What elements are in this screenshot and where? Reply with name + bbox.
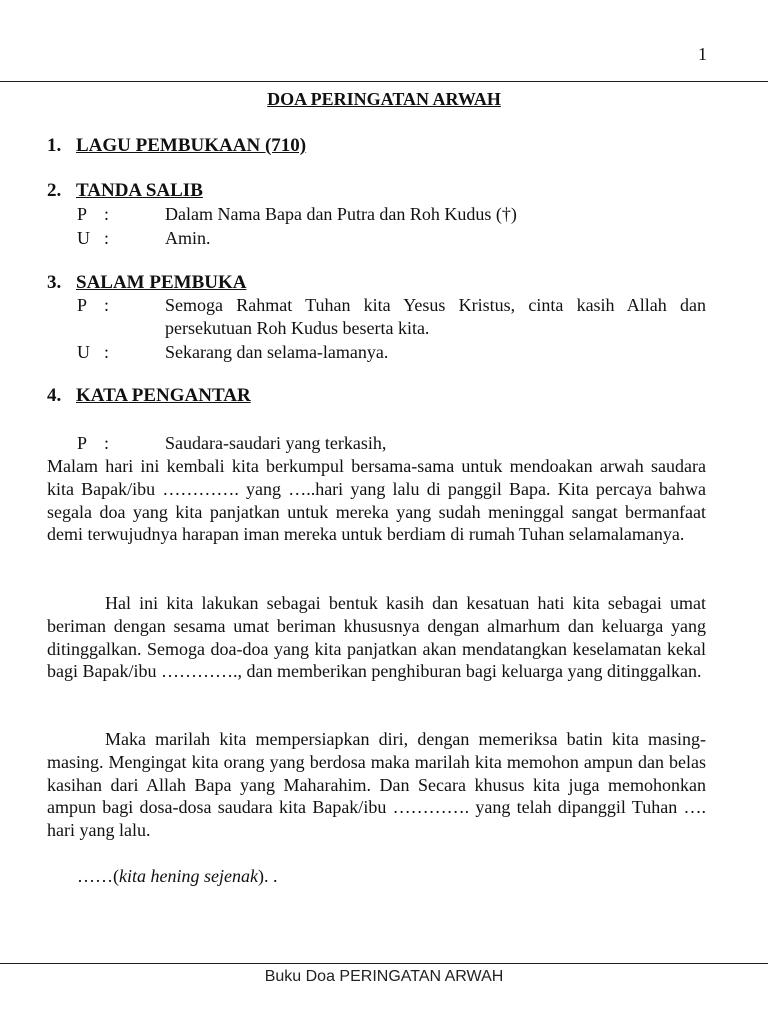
footer-rule [0,963,768,964]
speaker-role: P [77,433,88,453]
document-title: DOA PERINGATAN ARWAH [267,89,501,109]
dialogue-text: Dalam Nama Bapa dan Putra dan Roh Kudus (†) [165,204,517,224]
speaker-role: P [77,295,88,315]
section-number: 1. [47,135,62,156]
speaker-colon: : [104,228,110,248]
header-rule [0,81,768,82]
dialogue-line [77,341,706,364]
section-title: TANDA SALIB [76,180,203,201]
dialogue-line [77,227,706,250]
section-heading-salam-pembuka [47,272,246,294]
speaker-colon: : [104,342,110,362]
dialogue-text: Semoga Rahmat Tuhan kita Yesus Kristus, cinta kasih Allah dan persekutuan Roh Kudus beserta kita. [165,295,706,338]
section-heading-lagu-pembukaan [47,135,306,157]
speaker-role: U [77,342,90,362]
dialogue-line [77,203,706,226]
section-number: 2. [47,180,62,201]
dialogue-text: Saudara-saudari yang terkasih, [165,433,387,453]
dialogue-line [77,432,706,455]
section-title: LAGU PEMBUKAAN (710) [76,135,307,156]
section-title: KATA PENGANTAR [76,385,251,406]
speaker-colon: : [104,204,110,224]
section-heading-tanda-salib [47,180,203,202]
closing-italic: kita hening sejenak [119,866,258,886]
footer-text: Buku Doa PERINGATAN ARWAH [264,968,504,985]
closing-instruction [77,866,277,887]
dialogue-text: Amin. [165,228,211,248]
closing-prefix: ……( [77,866,119,886]
speaker-colon: : [104,433,110,453]
speaker-colon: : [104,295,110,315]
speaker-role: P [77,204,88,224]
section-number: 4. [47,385,62,406]
section-title: SALAM PEMBUKA [76,272,247,293]
body-paragraph: Malam hari ini kembali kita berkumpul bersama-sama untuk mendoakan arwah saudara kita Bapak/ibu …………. yang …..hari yang lalu di panggil Bapa. Kita percaya bahwa segala doa yang kita panjatkan untuk mereka yang sudah meninggal sangat bermanfaat demi terwujudnya harapan iman mereka untuk berdiam di rumah Tuhan selamalamanya. [47,456,706,545]
body-paragraph: Maka marilah kita mempersiapkan diri, dengan memeriksa batin kita masing-masing. Mengingat kita orang yang berdosa maka marilah kita memohon ampun dan belas kasihan dari Allah Bapa yang Maharahim. Dan Secara khusus kita juga memohonkan ampun bagi dosa-dosa saudara kita Bapak/ibu …………. yang telah dipanggil Tuhan …. hari yang lalu. [47,729,706,841]
section-heading-kata-pengantar [47,385,251,407]
page-number: 1 [698,44,707,64]
section-number: 3. [47,272,62,293]
closing-suffix: ). . [257,866,278,886]
dialogue-text: Sekarang dan selama-lamanya. [165,342,389,362]
body-paragraph: Hal ini kita lakukan sebagai bentuk kasih dan kesatuan hati kita sebagai umat beriman dengan sesama umat beriman khususnya dengan almarhum dan keluarga yang ditinggalkan. Semoga doa-doa yang kita panjatkan akan mendatangkan keselamatan kekal bagi Bapak/ibu …………., dan memberikan penghiburan bagi keluarga yang ditinggalkan. [47,593,706,682]
speaker-role: U [77,228,90,248]
dialogue-line [77,294,706,340]
